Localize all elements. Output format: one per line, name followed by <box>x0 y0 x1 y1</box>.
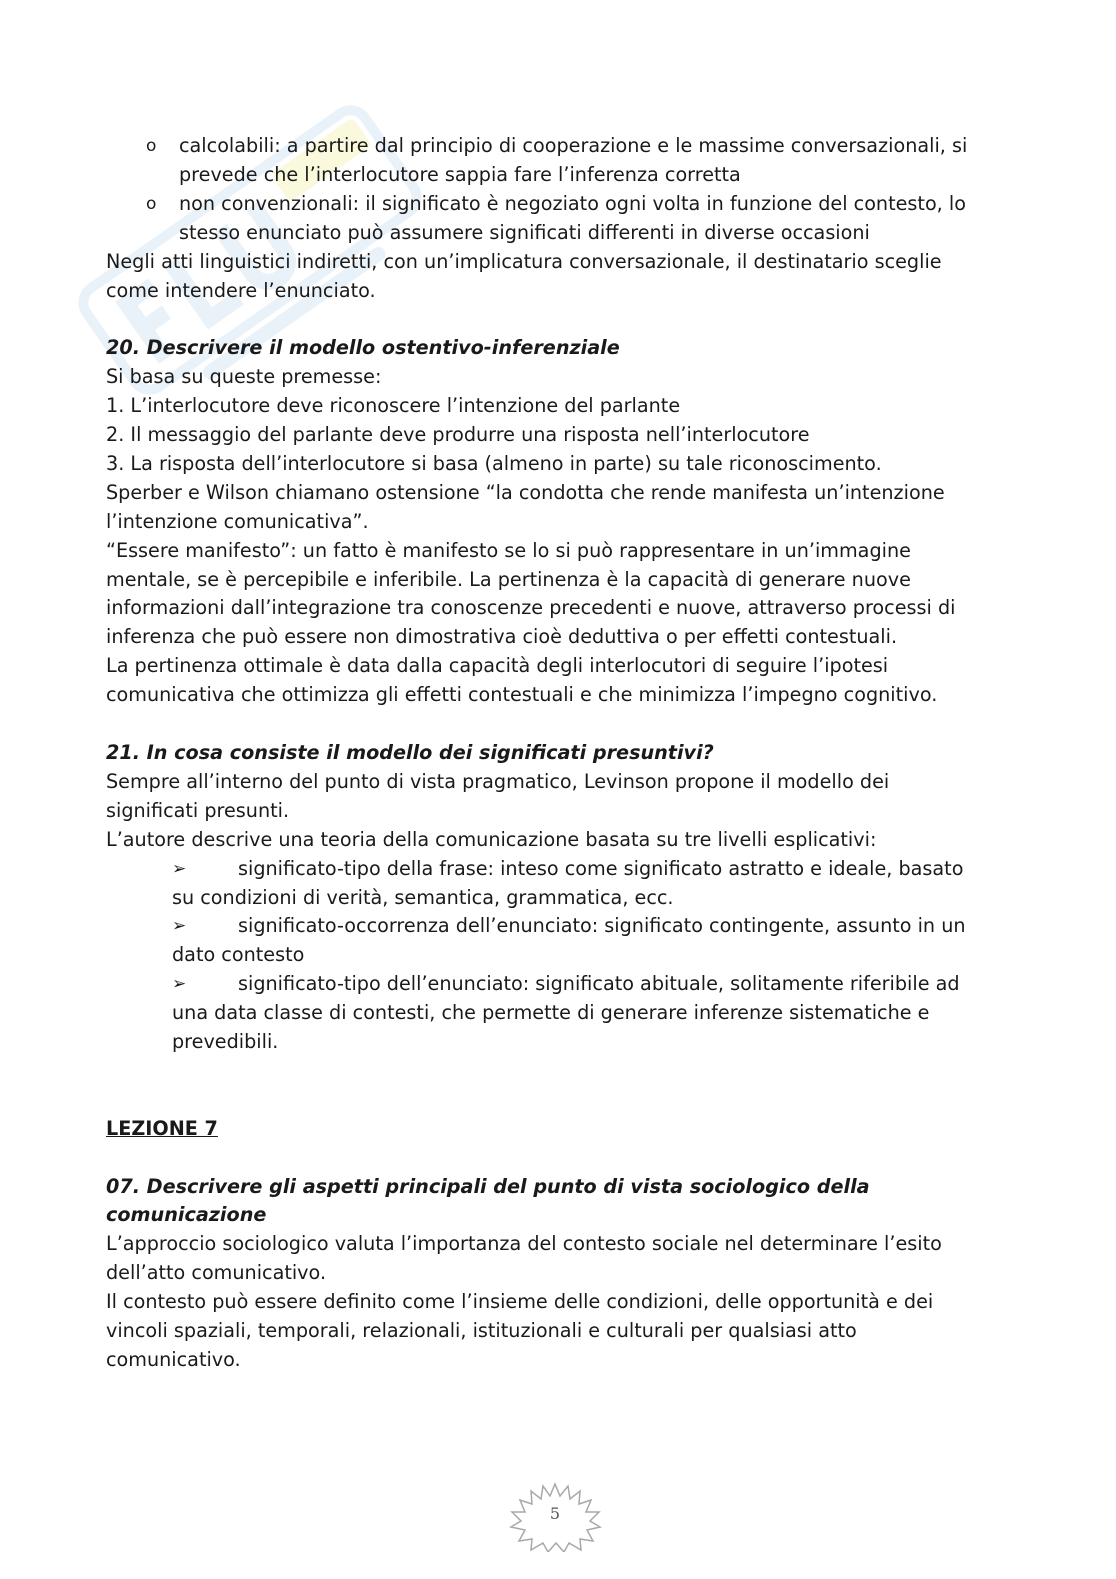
page-number-badge <box>508 1482 602 1552</box>
paragraph-line: 3. La risposta dell’interlocutore si basa (almeno in parte) su tale riconoscimento. <box>106 451 882 475</box>
section-07-heading: 07. Descrivere gli aspetti principali del punto di vista sociologico della <box>106 1174 870 1198</box>
paragraph-line: Il contesto può essere definito come l’insieme delle condizioni, delle opportunità e dei <box>106 1290 934 1314</box>
bullet-text: prevedibili. <box>172 1030 279 1054</box>
paragraph-line: Si basa su queste premesse: <box>106 365 382 389</box>
bullet-text: dato contesto <box>172 943 305 967</box>
paragraph-line: 1. L’interlocutore deve riconoscere l’intenzione del parlante <box>106 394 681 418</box>
paragraph-line: L’approccio sociologico valuta l’importanza del contesto sociale nel determinare l’esito <box>106 1232 942 1256</box>
document-body <box>106 132 1006 1375</box>
list-item-text: calcolabili: a partire dal principio di cooperazione e le massime conversazionali, si <box>179 134 968 157</box>
bullet-text: significato-occorrenza dell’enunciato: significato contingente, assunto in un <box>238 914 966 938</box>
paragraph-line: inferenza che può essere non dimostrativa cioè deduttiva o per effetti contestuali. <box>106 625 898 649</box>
lesson-title: LEZIONE 7 <box>106 1116 218 1140</box>
paragraph-line: come intendere l’enunciato. <box>106 278 376 302</box>
paragraph-line: comunicativa che ottimizza gli effetti contestuali e che minimizza l’impegno cognitivo. <box>106 683 938 707</box>
paragraph-line: vincoli spaziali, temporali, relazionali, istituzionali e culturali per qualsiasi atto <box>106 1319 857 1343</box>
arrow-bullet-icon: ➢ <box>172 916 187 937</box>
bullet-text: una data classe di contesti, che permette di generare inferenze sistematiche e <box>172 1001 930 1025</box>
list-item-text: non convenzionali: il significato è negoziato ogni volta in funzione del contesto, lo <box>179 191 966 215</box>
section-07-heading: comunicazione <box>106 1203 267 1227</box>
paragraph-line: significati presunti. <box>106 798 290 822</box>
bullet-item <box>106 855 1006 913</box>
list-item <box>106 190 1006 248</box>
bullet-text: su condizioni di verità, semantica, grammatica, ecc. <box>172 885 674 909</box>
bullet-item <box>106 970 1006 1057</box>
paragraph-line: comunicativo. <box>106 1348 241 1371</box>
page-number: 5 <box>549 1504 561 1523</box>
paragraph-line: mentale, se è percepibile e inferibile. La pertinenza è la capacità di generare nuove <box>106 567 911 591</box>
paragraph-line: dell’atto comunicativo. <box>106 1261 327 1285</box>
section-21-heading: 21. In cosa consiste il modello dei significati presuntivi? <box>106 741 714 764</box>
bullet-item <box>106 912 1006 970</box>
paragraph-line: L’autore descrive una teoria della comunicazione basata su tre livelli esplicativi: <box>106 827 877 851</box>
arrow-bullet-icon: ➢ <box>172 974 187 995</box>
paragraph-line: Sempre all’interno del punto di vista pragmatico, Levinson propone il modello dei <box>106 769 890 793</box>
list-item-text: prevede che l’interlocutore sappia fare l’inferenza corretta <box>179 162 741 186</box>
arrow-bullet-icon: ➢ <box>172 858 187 879</box>
list-marker: o <box>146 136 157 156</box>
paragraph-line: Negli atti linguistici indiretti, con un’implicatura conversazionale, il destinatario sceglie <box>106 249 942 273</box>
list-item <box>106 132 1006 190</box>
bullet-text: significato-tipo della frase: inteso come significato astratto e ideale, basato <box>238 856 964 880</box>
paragraph-line: La pertinenza ottimale è data dalla capacità degli interlocutori di seguire l’ipotesi <box>106 654 889 678</box>
paragraph-line: l’intenzione comunicativa”. <box>106 509 369 533</box>
paragraph-line: informazioni dall’integrazione tra conoscenze precedenti e nuove, attraverso processi di <box>106 596 956 620</box>
paragraph-line: “Essere manifesto”: un fatto è manifesto se lo si può rappresentare in un’immagine <box>106 538 911 562</box>
paragraph-line: 2. Il messaggio del parlante deve produrre una risposta nell’interlocutore <box>106 423 810 447</box>
bullet-text: significato-tipo dell’enunciato: significato abituale, solitamente riferibile ad <box>238 972 960 996</box>
paragraph-line: Sperber e Wilson chiamano ostensione “la condotta che rende manifesta un’intenzione <box>106 480 945 504</box>
list-marker: o <box>146 193 157 214</box>
list-item-text: stesso enunciato può assumere significati differenti in diverse occasioni <box>179 220 870 244</box>
section-20-heading: 20. Descrivere il modello ostentivo-inferenziale <box>106 336 620 360</box>
